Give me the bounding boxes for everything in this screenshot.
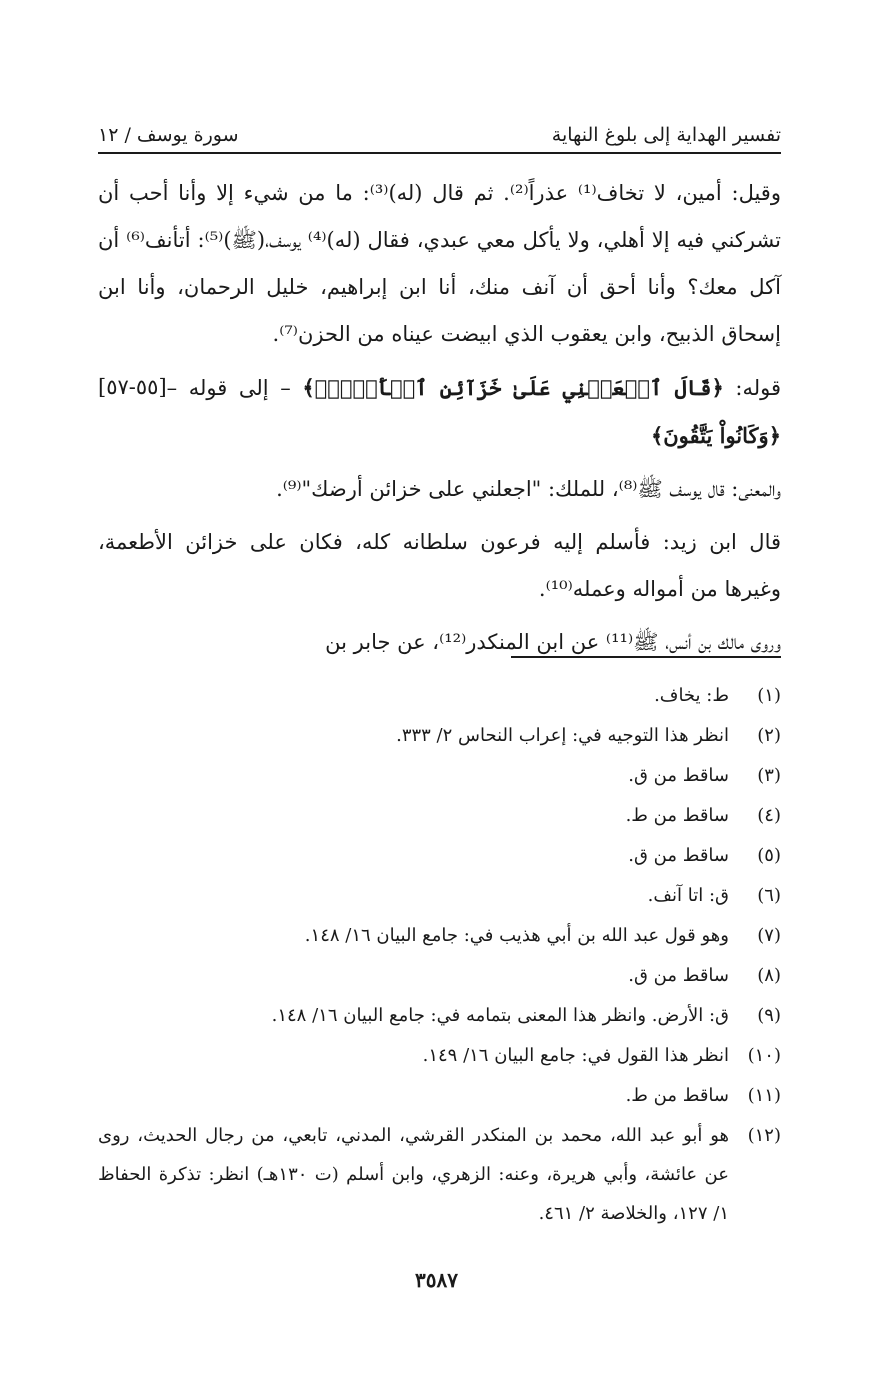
quote-prefix: قوله: bbox=[723, 376, 782, 400]
footnote-text: ق: اتا آنف. bbox=[647, 885, 729, 906]
footnote bbox=[98, 1116, 781, 1233]
footnote bbox=[98, 676, 781, 716]
footnote-number: (٣) bbox=[757, 765, 781, 786]
paragraph: والمعنى: قال يوسف ﷺ⁽⁸⁾، للملك: "اجعلني على خزائن أرضك"⁽⁹⁾. bbox=[276, 477, 781, 501]
running-header bbox=[98, 112, 781, 154]
main-text bbox=[98, 170, 781, 672]
footnote-number: (٦) bbox=[757, 885, 781, 906]
footnote bbox=[98, 836, 781, 876]
footnote bbox=[98, 796, 781, 836]
footnote-number: (٤) bbox=[757, 805, 781, 826]
footnote-text: ساقط من ق. bbox=[628, 845, 729, 866]
footnote-text: ق: الأرض. وانظر هذا المعنى بتمامه في: جامع البيان ١٦/ ١٤٨. bbox=[271, 1005, 729, 1026]
footnote bbox=[98, 756, 781, 796]
verse-quote-text bbox=[167, 364, 781, 460]
page-number: ٣٥٨٧ bbox=[415, 1268, 458, 1292]
footnote-text: انظر هذا القول في: جامع البيان ١٦/ ١٤٩. bbox=[422, 1045, 729, 1066]
footnote-number: (٩) bbox=[757, 1005, 781, 1026]
paragraph: قال ابن زيد: فأسلم إليه فرعون سلطانه كله، فكان على خزائن الأطعمة، وغيرها من أمواله وعمله⁽¹⁰⁾. bbox=[98, 530, 781, 601]
footnote bbox=[98, 716, 781, 756]
footnote-text: وهو قول عبد الله بن أبي هذيب في: جامع البيان ١٦/ ١٤٨. bbox=[304, 925, 729, 946]
footnotes bbox=[98, 676, 781, 1233]
book-title: تفسير الهداية إلى بلوغ النهاية bbox=[551, 124, 781, 146]
footnote-text: ساقط من ق. bbox=[628, 765, 729, 786]
footnote-divider bbox=[511, 656, 781, 658]
verse-end: ﴿وَكَانُواْ يَتَّقُونَ﴾ bbox=[650, 423, 781, 448]
surah-label: سورة يوسف / ١٢ bbox=[98, 124, 239, 146]
verse-range: [٥٥-٥٧] bbox=[98, 375, 167, 399]
footnote-number: (١) bbox=[757, 685, 781, 706]
footnote-number: (١١) bbox=[747, 1085, 781, 1106]
footnote bbox=[98, 996, 781, 1036]
quote-middle: – إلى قوله – bbox=[166, 376, 303, 400]
footnote bbox=[98, 1076, 781, 1116]
paragraph: وروى مالك بن أنس، ﷺ⁽¹¹⁾ عن ابن المنكدر⁽¹²⁾، عن جابر بن bbox=[325, 630, 781, 654]
verse-start: ﴿قَالَ ٱجۡعَلۡنِي عَلَىٰ خَزَآئِنِ ٱلۡأَرۡضِۖ﴾ bbox=[302, 375, 724, 400]
footnote-text: انظر هذا التوجيه في: إعراب النحاس ٢/ ٣٣٣. bbox=[396, 725, 729, 746]
footnote-text: ساقط من ط. bbox=[625, 805, 729, 826]
footnote-number: (١٠) bbox=[747, 1045, 781, 1066]
footnote bbox=[98, 876, 781, 916]
footnote-number: (٧) bbox=[757, 925, 781, 946]
footnote bbox=[98, 956, 781, 996]
footnote-number: (٢) bbox=[757, 725, 781, 746]
footnote-number: (٥) bbox=[757, 845, 781, 866]
paragraph: وقيل: أمين، لا تخاف⁽¹⁾ عذراً⁽²⁾. ثم قال (له)⁽³⁾: ما من شيء إلا وأنا أحب أن تشركني فيه إلا أهلي، ولا يأكل معي عبدي، فقال (له)⁽⁴⁾ يوسف،(ﷺ)⁽⁵⁾: أتأنف⁽⁶⁾ أن آكل معك؟ وأنا أحق أن آنف منك، أنا ابن إبراهيم، خليل الرحمان، وأنا ابن إسحاق الذبيح، وابن يعقوب الذي ابيضت عيناه من الحزن⁽⁷⁾. bbox=[98, 181, 782, 346]
footnote-text: هو أبو عبد الله، محمد بن المنكدر القرشي، المدني، تابعي، من رجال الحديث، روى عن عائشة، وأبي هريرة، وعنه: الزهري، وابن أسلم (ت ١٣٠هـ) انظر: تذكرة الحفاظ ١/ ١٢٧، والخلاصة ٢/ ٤٦١. bbox=[98, 1125, 729, 1224]
footnote-text: ساقط من ط. bbox=[625, 1085, 729, 1106]
footnote-number: (٨) bbox=[757, 965, 781, 986]
footnote bbox=[98, 916, 781, 956]
footnote-number: (١٢) bbox=[747, 1125, 781, 1146]
footnote-text: ساقط من ق. bbox=[628, 965, 729, 986]
verse-quote bbox=[98, 364, 781, 460]
footnote bbox=[98, 1036, 781, 1076]
footnote-text: ط: يخاف. bbox=[654, 685, 729, 706]
